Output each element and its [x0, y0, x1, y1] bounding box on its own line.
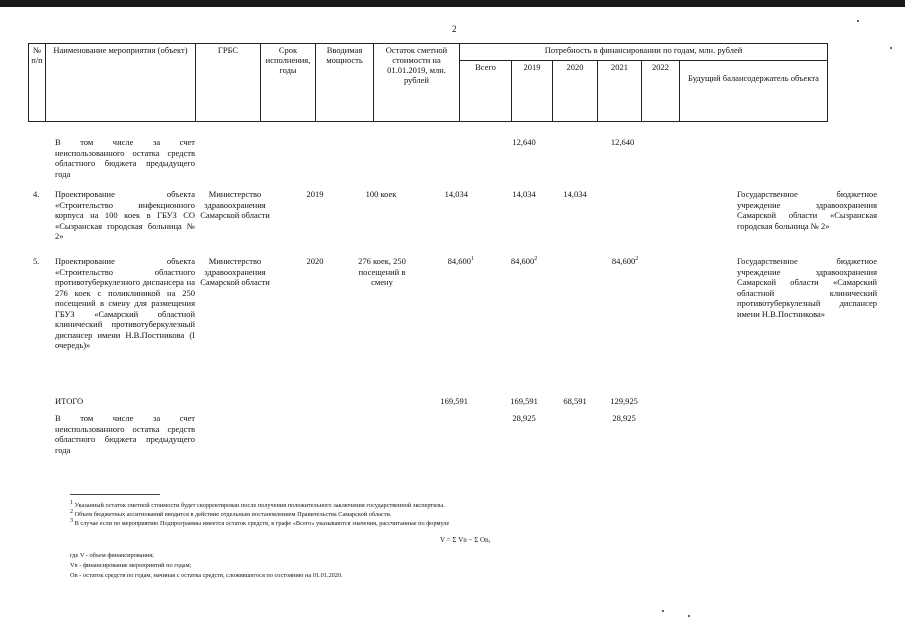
row5-balance: 84,600 [447, 256, 471, 266]
header-grbs: ГРБС [196, 44, 261, 122]
table-header [28, 43, 828, 122]
row5-total: 84,600 [510, 256, 535, 266]
header-2019: 2019 [512, 60, 553, 121]
row5-capacity: 276 коек, 250 посещений в смену [358, 256, 406, 287]
footnote-3-text: В случае если по мероприятию Подпрограммы имеется остаток средств, в графе «Всего» указываются значения, рассчитанные по формуле [74, 520, 450, 527]
formula: V = Σ Vn − Σ On, [440, 536, 491, 544]
itogo-2019: 68,591 [563, 396, 587, 406]
row5-balance-cell [418, 256, 474, 267]
row5-2020-note: 2 [635, 256, 639, 263]
header-name: Наименование мероприятия (объект) [46, 44, 196, 122]
footnote-1-text: Указанный остаток сметной стоимости будет скорректирован после получения положительного заключения государственной экспертизы. [74, 502, 445, 509]
row0-name: В том числе за счет неиспользованного остатка средств областного бюджета предыдущего года [55, 137, 195, 179]
row5-total-cell [500, 256, 548, 267]
row5-holder: Государственное бюджетное учреждение здравоохранения Самарской области «Самарский областной клинический противотуберкулезный диспансер имени Н.В.Постникова» [737, 256, 877, 319]
row4-capacity: 100 коек [365, 189, 397, 199]
footnote-separator [70, 494, 160, 495]
header-need: Потребность в финансировании по годам, млн. рублей [460, 44, 828, 61]
row4-balance: 14,034 [444, 189, 468, 199]
row5-name: Проектирование объекта «Строительство областного противотуберкулезного диспансера на 276 коек с поликлиникой на 250 посещений в смену для размещения ГБУЗ «Самарский областной клинический противотуберкулезный диспансер имени Н.В.Постникова (I очередь)» [55, 256, 195, 350]
itogo-label: ИТОГО [55, 396, 84, 406]
row4-num: 4. [33, 189, 40, 199]
header-term: Срок исполнения, годы [261, 44, 316, 122]
row4-grbs: Министерство здравоохранения Самарской области [200, 189, 270, 220]
row4-term: 2019 [306, 189, 324, 199]
row5-2020: 84,600 [611, 256, 636, 266]
header-2022: 2022 [642, 60, 680, 121]
row5-total-note: 2 [534, 256, 538, 263]
footnote-line-2: Vn - финансирование мероприятий по годам; [70, 562, 192, 569]
footnote-1: $^1$ Указанный остаток сметной стоимости будет скорректирован после получения положительного заключения государственной экспертизы. [70, 499, 445, 509]
row5-balance-note: 1 [471, 256, 474, 263]
header-num: № п/п [29, 44, 46, 122]
footnote-line-3: On - остаток средств по годам, начиная с остатка средств, сложившегося по состоянию на 01.01.2020. [70, 572, 343, 579]
row0-total: 12,640 [512, 137, 536, 147]
footnote-3: $^3$ В случае если по мероприятию Подпрограммы имеется остаток средств, в графе «Всего» указываются значения, рассчитанные по формуле [70, 517, 450, 527]
row4-total: 14,034 [512, 189, 536, 199]
scan-speck [662, 610, 664, 612]
itogo-total: 169,591 [510, 396, 538, 406]
header-capacity: Вводимая мощность [316, 44, 374, 122]
row5-grbs: Министерство здравоохранения Самарской области [200, 256, 270, 287]
top-border [0, 0, 905, 7]
row5-term: 2020 [306, 256, 324, 266]
row5-2020-cell [600, 256, 650, 267]
header-2021: 2021 [598, 60, 642, 121]
scan-speck [857, 20, 859, 22]
itogo-2020: 129,925 [610, 396, 638, 406]
header-total: Всего [460, 60, 512, 121]
header-balance: Остаток сметной стоимости на 01.01.2019, млн. рублей [374, 44, 460, 122]
itogo-sub-total: 28,925 [512, 413, 536, 423]
header-holder: Будущий балансодержатель объекта [680, 60, 828, 121]
page-number: 2 [452, 24, 457, 34]
scan-speck [890, 47, 892, 49]
row0-2020: 12,640 [610, 137, 635, 147]
row4-holder: Государственное бюджетное учреждение здравоохранения Самарской области «Сызранская городская больница № 2» [737, 189, 877, 231]
footnote-2: $^2$ Объем бюджетных ассигнований вводится в действие отдельным постановлением Правительства Самарской области. [70, 508, 392, 518]
row4-name: Проектирование объекта «Строительство инфекционного корпуса на 100 коек в ГБУЗ СО «Сызранская городская больница № 2» [55, 189, 195, 241]
scan-speck [688, 615, 690, 617]
row5-num: 5. [33, 256, 40, 266]
footnote-2-text: Объем бюджетных ассигнований вводится в действие отдельным постановлением Правительства Самарской области. [74, 511, 392, 518]
itogo-sub-name: В том числе за счет неиспользованного остатка средств областного бюджета предыдущего года [55, 413, 195, 455]
row4-2019: 14,034 [563, 189, 587, 199]
itogo-balance: 169,591 [440, 396, 468, 406]
footnote-line-1: где V - объем финансирования; [70, 552, 154, 559]
itogo-sub-2020: 28,925 [612, 413, 636, 423]
header-2020: 2020 [553, 60, 598, 121]
